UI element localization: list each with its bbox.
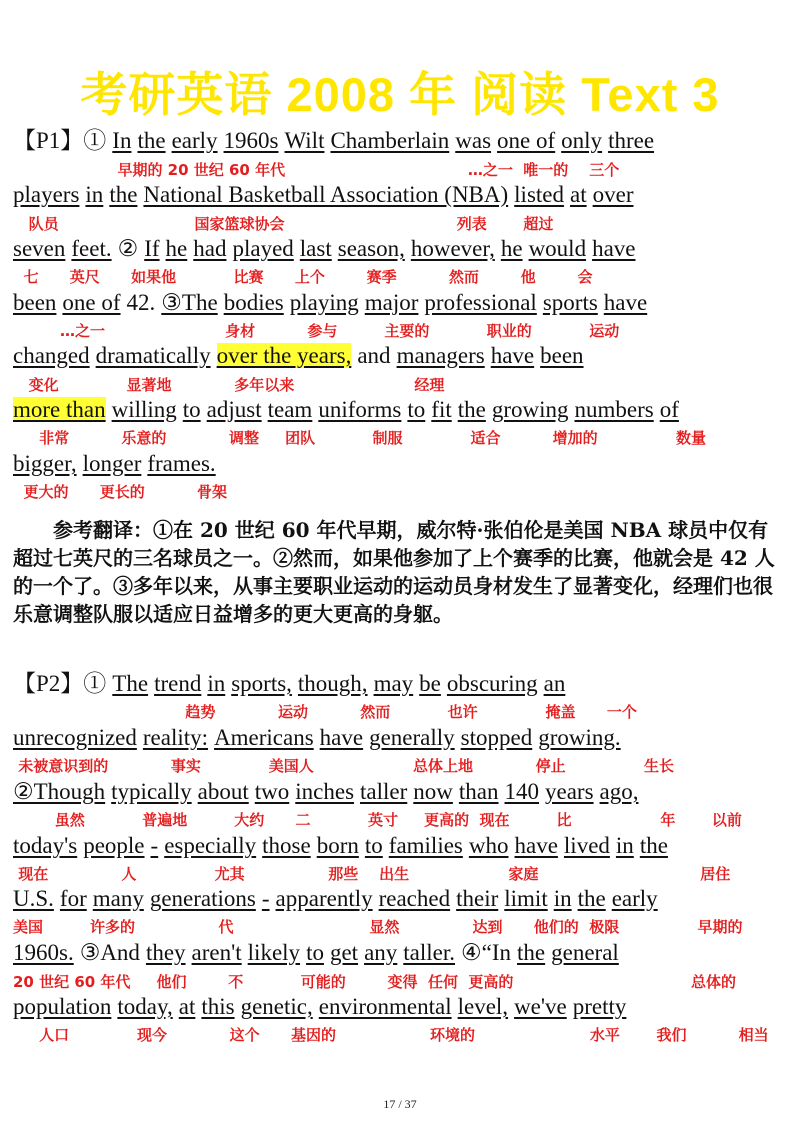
english-word: the [639, 833, 668, 858]
english-word: any [364, 940, 398, 965]
english-word: one of [497, 128, 556, 153]
english-word: was [455, 128, 492, 153]
english-word: sports [542, 290, 598, 315]
english-line [13, 290, 653, 316]
english-word: Americans [214, 725, 314, 750]
english-word: have [319, 725, 364, 750]
english-word: three [608, 128, 655, 153]
english-word: fit [431, 397, 452, 422]
english-word: ③And [79, 940, 140, 965]
english-word: ③The [161, 290, 218, 315]
english-line [13, 128, 660, 154]
english-word: now [413, 779, 453, 804]
english-line [13, 182, 640, 208]
english-word: though, [297, 671, 368, 696]
english-word: dramatically [95, 343, 211, 368]
english-word: have [490, 343, 535, 368]
english-line [13, 940, 625, 966]
english-word: U.S. [13, 886, 54, 911]
english-word: the [577, 886, 606, 911]
english-word: an [543, 671, 566, 696]
english-word: taller [360, 779, 408, 804]
english-word: obscuring [446, 671, 538, 696]
english-word: generally [369, 725, 455, 750]
english-word: had [193, 236, 227, 261]
english-word: feet. [71, 236, 112, 261]
chinese-gloss-line: 人口 现今 这个 基因的 环境的 水平 我们 相当 [13, 1026, 769, 1044]
english-word: in [615, 833, 634, 858]
english-word: uniforms [318, 397, 402, 422]
english-word: professional [424, 290, 537, 315]
english-word: played [232, 236, 294, 261]
chinese-gloss-line: 更大的 更长的 骨架 [13, 483, 227, 501]
english-word: years [545, 779, 594, 804]
english-word: The [112, 671, 149, 696]
english-word: to [182, 397, 201, 422]
english-word: to [306, 940, 324, 965]
english-word: seven [13, 236, 66, 261]
english-word: he [165, 236, 188, 261]
english-word: 42. [126, 290, 156, 315]
highlighted-phrase: over the years, [216, 343, 352, 368]
english-word: he [500, 236, 523, 261]
english-word: in [85, 182, 104, 207]
english-word: we've [514, 994, 567, 1019]
chinese-gloss-line: 队员 国家篮球协会 列表 超过 [13, 215, 554, 233]
english-word: generations [149, 886, 256, 911]
english-word: be [419, 671, 441, 696]
english-word: early [611, 886, 658, 911]
chinese-gloss-line: 20 世纪 60 年代 他们 不 可能的 变得 任何 更高的 总体的 [13, 973, 736, 991]
page-number: 17 / 37 [383, 1097, 417, 1111]
english-line [13, 833, 674, 859]
english-word: apparently [275, 886, 373, 911]
english-word: stopped [460, 725, 533, 750]
english-word: taller. [403, 940, 456, 965]
chinese-gloss-line: 趋势 运动 然而 也许 掩盖 一个 [13, 703, 637, 721]
english-word: however, [410, 236, 495, 261]
english-word: those [262, 833, 311, 858]
english-word: listed [514, 182, 565, 207]
english-word: only [561, 128, 603, 153]
english-word: of [659, 397, 679, 422]
chinese-gloss-line: 现在 人 尤其 那些 出生 家庭 居住 [13, 865, 731, 883]
english-word: managers [396, 343, 485, 368]
english-word: playing [289, 290, 359, 315]
english-word: today's [13, 833, 78, 858]
english-word: aren't [191, 940, 242, 965]
chinese-gloss-line: 虽然 普遍地 大约 二 英寸 更高的 现在 比 年 以前 [13, 811, 742, 829]
english-word: have [592, 236, 636, 261]
english-word: growing [491, 397, 569, 422]
english-word: the [457, 397, 486, 422]
english-word: season, [337, 236, 405, 261]
english-word: ② [117, 236, 139, 261]
english-word: limit [504, 886, 548, 911]
english-word: many [92, 886, 144, 911]
english-word: this [201, 994, 235, 1019]
chinese-gloss-line: 非常 乐意的 调整 团队 制服 适合 增加的 数量 [13, 429, 706, 447]
english-word: would [528, 236, 587, 261]
english-word: have [514, 833, 558, 858]
english-word: 1960s [223, 128, 279, 153]
english-word: 【P1】① [13, 128, 107, 153]
english-word: ②Though [13, 779, 106, 804]
english-word: typically [111, 779, 192, 804]
english-line [13, 725, 627, 751]
english-word: bigger, [13, 451, 77, 476]
english-word: who [468, 833, 509, 858]
english-word: bodies [223, 290, 284, 315]
english-word: been [13, 290, 57, 315]
english-word: two [254, 779, 290, 804]
english-word: reality: [142, 725, 209, 750]
english-word: pretty [572, 994, 627, 1019]
english-word: likely [247, 940, 301, 965]
english-line [13, 994, 632, 1020]
english-word: frames. [147, 451, 216, 476]
english-word: growing. [538, 725, 621, 750]
english-line [13, 779, 645, 805]
english-line [13, 671, 571, 697]
english-word: longer [82, 451, 142, 476]
english-word: - [261, 886, 270, 911]
english-word: major [364, 290, 419, 315]
english-word: willing [111, 397, 177, 422]
english-word: environmental [318, 994, 452, 1019]
english-word: the [109, 182, 138, 207]
english-line [13, 451, 222, 477]
english-word: Chamberlain [330, 128, 450, 153]
english-word: in [553, 886, 572, 911]
page-title: 考研英语 2008 年 阅读 Text 3 [80, 68, 720, 121]
chinese-gloss-line: 七 英尺 如果他 比赛 上个 赛季 然而 他 会 [13, 268, 593, 286]
english-word: ④“In [461, 940, 512, 965]
english-word: level, [457, 994, 509, 1019]
english-word: and [357, 343, 391, 368]
english-word: players [13, 182, 80, 207]
english-word: about [197, 779, 249, 804]
english-line [13, 886, 664, 912]
english-word: - [150, 833, 159, 858]
english-word: trend [154, 671, 202, 696]
highlighted-phrase: more than [13, 397, 106, 422]
chinese-gloss-line: …之一 身材 参与 主要的 职业的 运动 [13, 322, 620, 340]
english-word: have [603, 290, 648, 315]
english-word: born [316, 833, 359, 858]
english-word: Wilt [284, 128, 325, 153]
english-word: If [144, 236, 160, 261]
english-word: changed [13, 343, 90, 368]
english-word: inches [295, 779, 355, 804]
english-word: over [592, 182, 634, 207]
english-word: team [267, 397, 313, 422]
reference-translation: 参考翻译：①在 20 世纪 60 年代早期，威尔特·张伯伦是美国 NBA 球员中仅有超过七英尺的三名球员之一。②然而，如果他参加了上个赛季的比赛，他就会是 42 人的一个了。③多年以来，从事主要职业运动的运动员身材发生了显著变化，经理们也很乐意调整队服以适应日益增多的更大更高的身躯。 [13, 518, 775, 626]
english-word: the [137, 128, 166, 153]
english-word: especially [164, 833, 257, 858]
english-line [13, 397, 685, 423]
english-word: get [329, 940, 359, 965]
english-word: people [83, 833, 145, 858]
english-word: families [388, 833, 463, 858]
english-word: reached [378, 886, 451, 911]
english-word: adjust [206, 397, 262, 422]
english-word: than [458, 779, 499, 804]
english-word: National Basketball Association (NBA) [143, 182, 509, 207]
english-word: their [456, 886, 499, 911]
english-line [13, 343, 590, 369]
english-word: 140 [504, 779, 540, 804]
english-word: lived [563, 833, 610, 858]
english-word: at [570, 182, 587, 207]
chinese-gloss-line: 变化 显著地 多年以来 经理 [13, 376, 445, 394]
english-word: general [551, 940, 619, 965]
english-word: been [540, 343, 584, 368]
english-word: one of [62, 290, 121, 315]
english-word: to [364, 833, 383, 858]
english-word: unrecognized [13, 725, 137, 750]
chinese-gloss-line: 未被意识到的 事实 美国人 总体上地 停止 生长 [13, 757, 674, 775]
english-word: sports, [231, 671, 292, 696]
english-word: ago, [599, 779, 639, 804]
english-word: 1960s. [13, 940, 74, 965]
english-word: for [59, 886, 87, 911]
english-word: at [178, 994, 196, 1019]
english-word: early [171, 128, 218, 153]
english-word: to [407, 397, 426, 422]
english-word: 【P2】① [13, 671, 107, 696]
english-word: genetic, [240, 994, 313, 1019]
english-word: In [112, 128, 132, 153]
english-word: may [373, 671, 414, 696]
english-word: last [299, 236, 332, 261]
english-line [13, 236, 641, 262]
english-word: they [145, 940, 186, 965]
english-word: today, [117, 994, 173, 1019]
english-word: the [517, 940, 546, 965]
chinese-gloss-line: 美国 许多的 代 显然 达到 他们的 极限 早期的 [13, 918, 743, 936]
english-word: numbers [574, 397, 654, 422]
english-word: in [207, 671, 226, 696]
english-word: population [13, 994, 112, 1019]
chinese-gloss-line: 早期的 20 世纪 60 年代 …之一 唯一的 三个 [13, 161, 620, 179]
